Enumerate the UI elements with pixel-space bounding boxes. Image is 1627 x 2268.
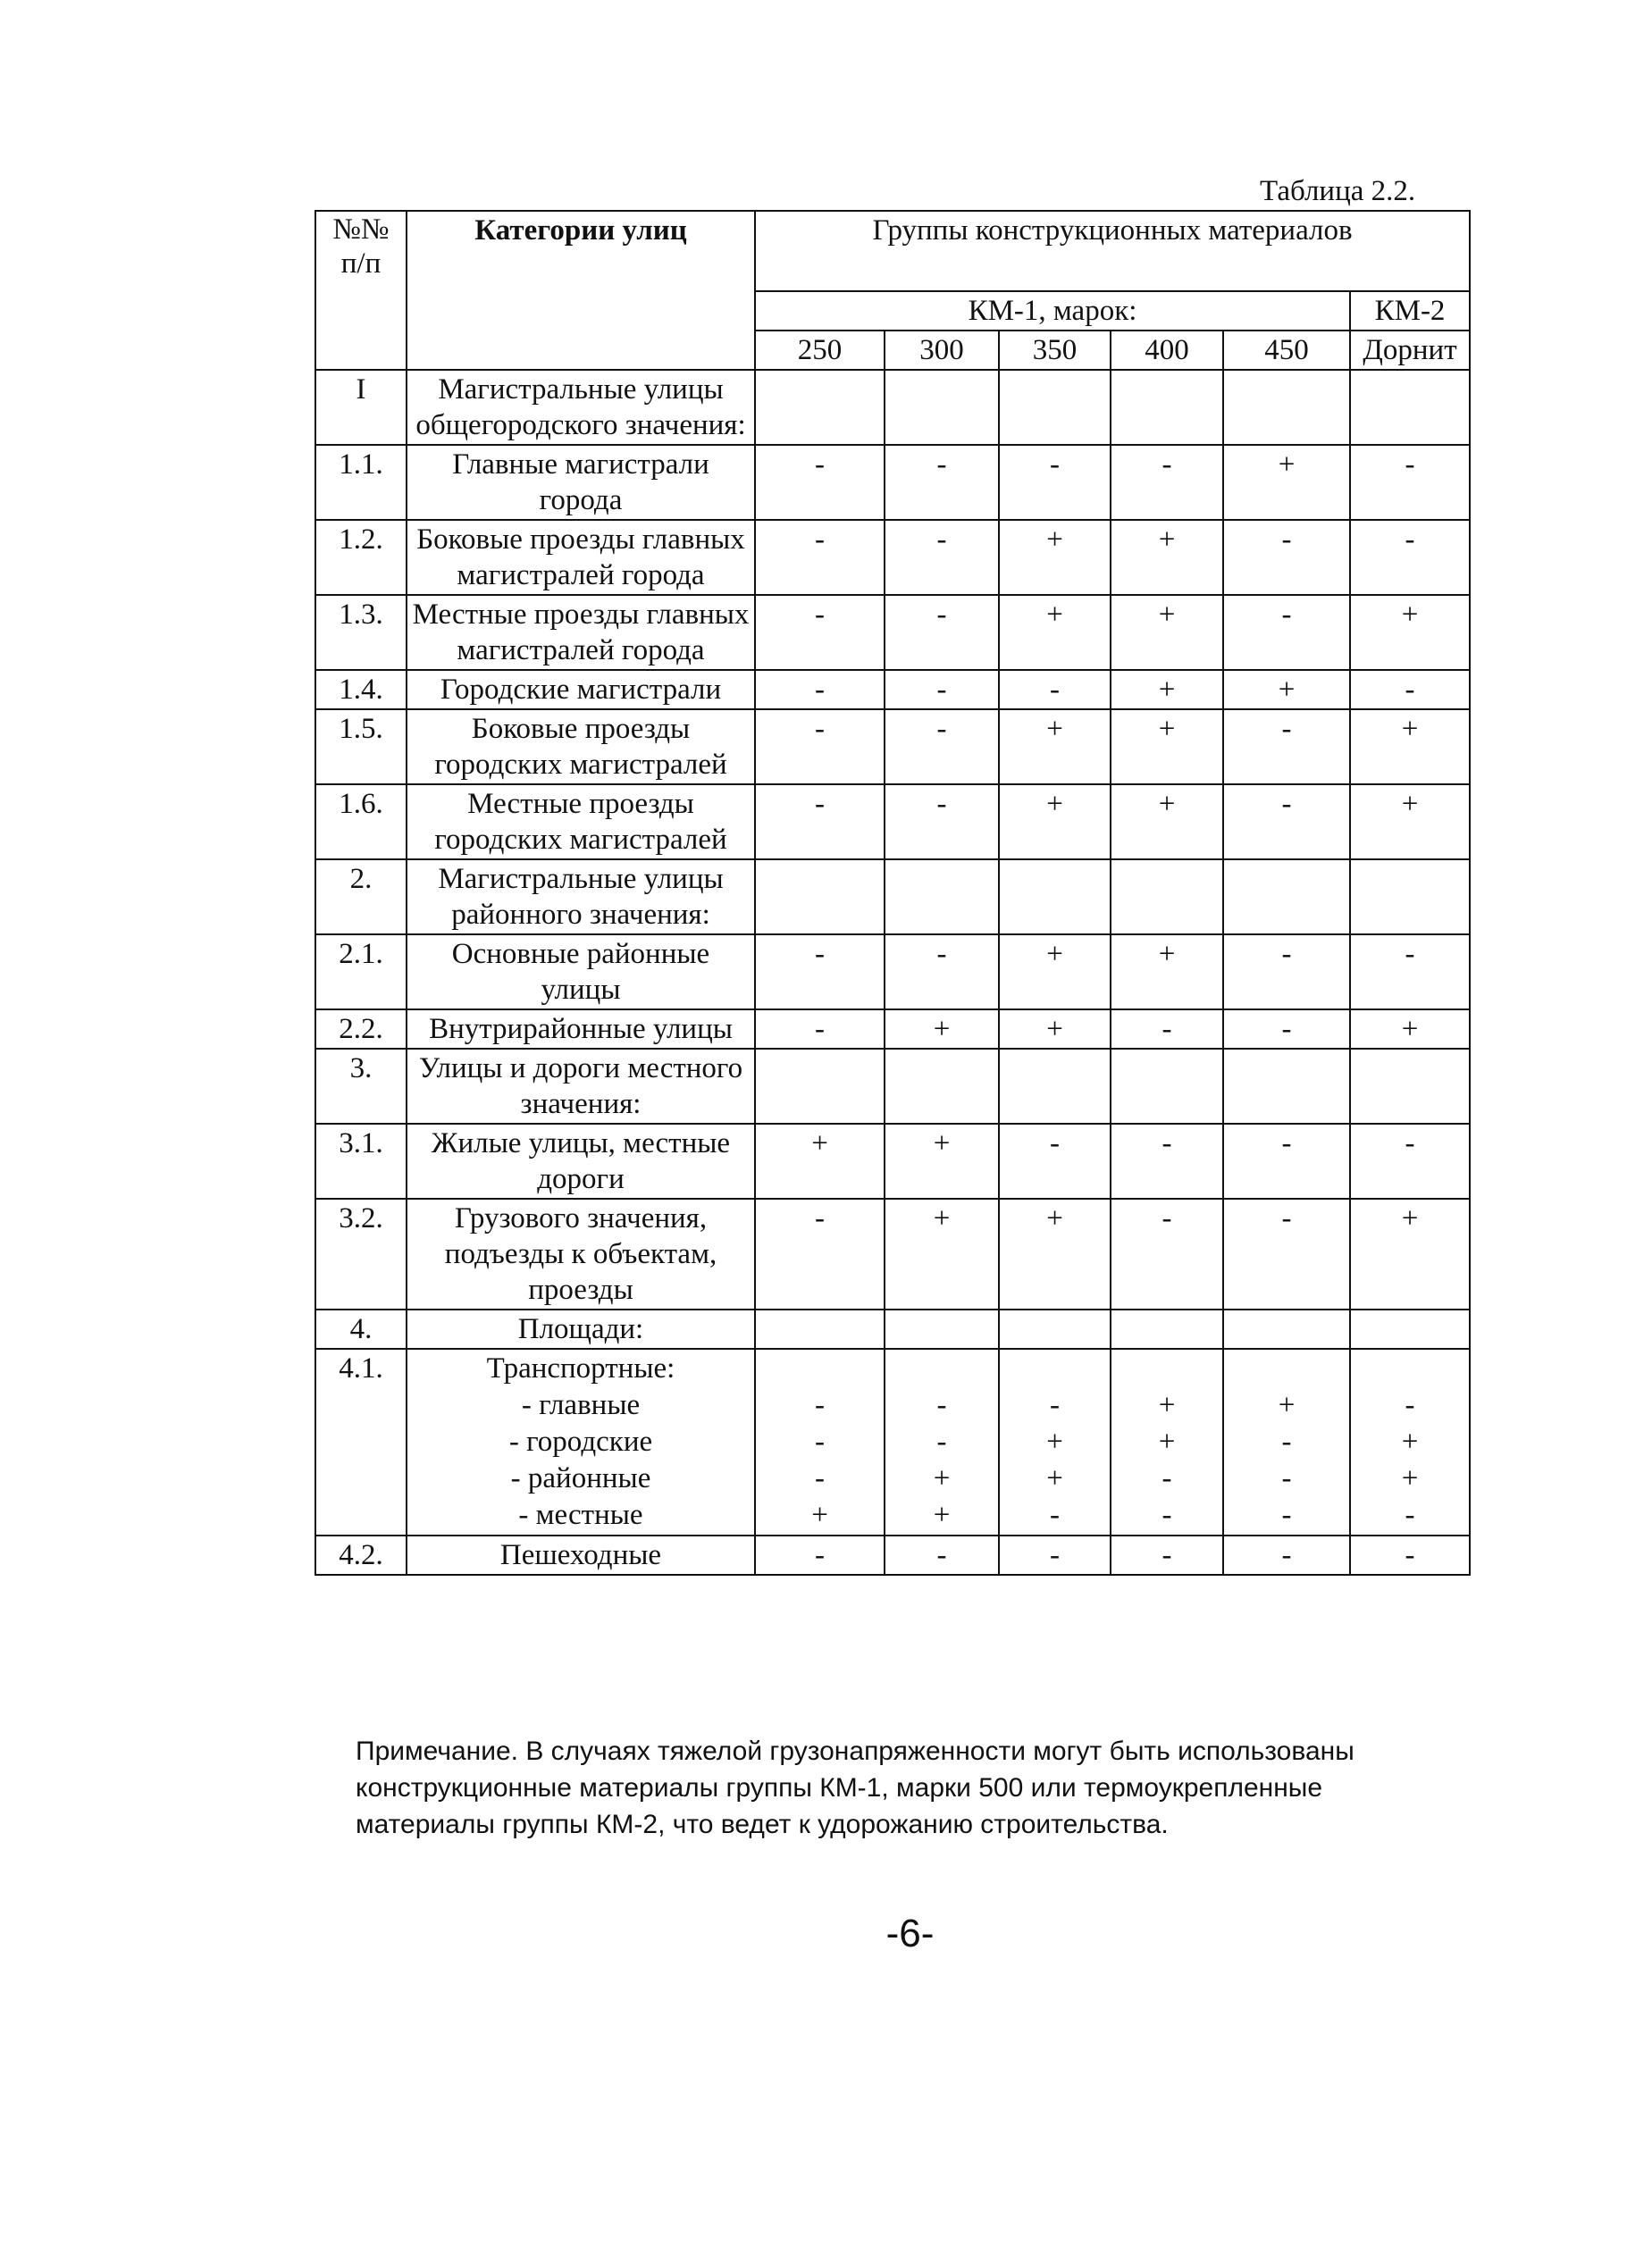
row-category: Боковые проезды городских магистралей	[407, 709, 755, 784]
row-value: +	[1111, 934, 1223, 1009]
row-value: +	[885, 1199, 999, 1310]
table-row	[315, 370, 1470, 445]
row-value: -	[1223, 709, 1350, 784]
row-category: Городские магистрали	[407, 670, 755, 709]
row-value: +	[1111, 520, 1223, 595]
row-value	[999, 1049, 1111, 1124]
row-value	[1223, 859, 1350, 934]
row-category: Главные магистрали города	[407, 445, 755, 520]
row-value: +	[755, 1124, 885, 1199]
row-value: -	[1223, 1009, 1350, 1049]
row-value: -	[755, 784, 885, 859]
row-number: 3.2.	[315, 1199, 407, 1310]
row-value: +	[885, 1009, 999, 1049]
table-row	[315, 1009, 1470, 1049]
table-row	[315, 934, 1470, 1009]
header-category: Категории улиц	[407, 211, 755, 370]
row-category: Магистральные улицы общегородского значения:	[407, 370, 755, 445]
row-value: -	[885, 520, 999, 595]
row-value: +	[1350, 784, 1470, 859]
row-number: 4.	[315, 1310, 407, 1349]
row-category: Транспортные: - главные - городские - районные - местные	[407, 1349, 755, 1536]
row-number: 2.1.	[315, 934, 407, 1009]
row-value	[1350, 859, 1470, 934]
row-number: 2.2.	[315, 1009, 407, 1049]
header-groups: Группы конструкционных материалов	[755, 211, 1470, 291]
row-category: Местные проезды главных магистралей города	[407, 595, 755, 670]
row-value	[1111, 1049, 1223, 1124]
row-value: -	[755, 934, 885, 1009]
header-km1: КМ-1, марок:	[755, 291, 1350, 331]
row-value	[885, 1310, 999, 1349]
row-category: Местные проезды городских магистралей	[407, 784, 755, 859]
row-number: 1.2.	[315, 520, 407, 595]
row-value: -	[1350, 670, 1470, 709]
row-value: -	[755, 445, 885, 520]
row-value	[755, 1310, 885, 1349]
row-value	[755, 370, 885, 445]
row-value: -	[755, 1536, 885, 1575]
row-value: -	[885, 934, 999, 1009]
row-value	[1223, 1049, 1350, 1124]
row-value: -	[1223, 784, 1350, 859]
row-value: +	[1350, 1199, 1470, 1310]
row-value: +	[1350, 1009, 1470, 1049]
header-grade-400: 400	[1111, 331, 1223, 370]
row-category: Жилые улицы, местные дороги	[407, 1124, 755, 1199]
row-value: -	[1223, 595, 1350, 670]
row-value: +	[999, 784, 1111, 859]
row-value	[755, 1049, 885, 1124]
row-value: -	[1111, 1009, 1223, 1049]
table-row	[315, 1199, 1470, 1310]
row-value: +	[1111, 709, 1223, 784]
row-category: Внутрирайонные улицы	[407, 1009, 755, 1049]
row-value	[1223, 1310, 1350, 1349]
row-number: 3.	[315, 1049, 407, 1124]
row-value: +	[999, 595, 1111, 670]
header-grade-250: 250	[755, 331, 885, 370]
row-value: -	[755, 520, 885, 595]
row-value	[999, 859, 1111, 934]
page-number: -6-	[885, 1912, 935, 1955]
row-value: +	[1350, 595, 1470, 670]
row-value: -	[1350, 1124, 1470, 1199]
table-row	[315, 859, 1470, 934]
row-number: 2.	[315, 859, 407, 934]
row-value: -	[999, 1124, 1111, 1199]
row-value: +	[999, 520, 1111, 595]
row-category: Улицы и дороги местного значения:	[407, 1049, 755, 1124]
row-category: Площади:	[407, 1310, 755, 1349]
table-row	[315, 709, 1470, 784]
row-number: I	[315, 370, 407, 445]
table-row	[315, 784, 1470, 859]
note-text: Примечание. В случаях тяжелой грузонапряженности могут быть использованы конструкционные материалы группы КМ-1, марки 500 или термоукрепленные материалы группы КМ-2, что ведет к удорожанию строительства.	[356, 1737, 1354, 1839]
row-value: -	[1350, 934, 1470, 1009]
row-value: -	[1350, 520, 1470, 595]
row-value: -	[885, 595, 999, 670]
row-value: -	[755, 709, 885, 784]
row-value	[1111, 370, 1223, 445]
row-value: - + + -	[1350, 1349, 1470, 1536]
table-row	[315, 1349, 1470, 1536]
table-row	[315, 1536, 1470, 1575]
table-row	[315, 1310, 1470, 1349]
row-value: -	[999, 670, 1111, 709]
table-row	[315, 1049, 1470, 1124]
table-row	[315, 670, 1470, 709]
row-value: +	[1350, 709, 1470, 784]
row-value: +	[999, 1009, 1111, 1049]
row-value: -	[1223, 1124, 1350, 1199]
row-value	[1223, 370, 1350, 445]
table-caption: Таблица 2.2.	[1260, 175, 1416, 207]
row-value: + - - -	[1223, 1349, 1350, 1536]
header-grade-350: 350	[999, 331, 1111, 370]
table-body	[315, 370, 1470, 1575]
table-row	[315, 595, 1470, 670]
row-value	[885, 859, 999, 934]
row-number: 1.4.	[315, 670, 407, 709]
row-value: -	[885, 709, 999, 784]
row-value: -	[1223, 520, 1350, 595]
row-value: -	[1111, 1536, 1223, 1575]
row-value	[1350, 1049, 1470, 1124]
row-value	[1111, 859, 1223, 934]
header-grade-dornit: Дорнит	[1350, 331, 1470, 370]
header-grade-450: 450	[1223, 331, 1350, 370]
row-value: -	[1350, 1536, 1470, 1575]
table-row	[315, 445, 1470, 520]
row-value: -	[755, 595, 885, 670]
row-value: - - - +	[755, 1349, 885, 1536]
row-value	[1350, 370, 1470, 445]
row-value	[1350, 1310, 1470, 1349]
row-value: -	[1111, 445, 1223, 520]
row-value: +	[1223, 445, 1350, 520]
row-category: Грузового значения, подъезды к объектам, проезды	[407, 1199, 755, 1310]
row-value: +	[885, 1124, 999, 1199]
row-value: -	[755, 1009, 885, 1049]
row-value: +	[999, 709, 1111, 784]
row-value: +	[999, 934, 1111, 1009]
row-value: -	[755, 1199, 885, 1310]
row-value: -	[755, 670, 885, 709]
row-category: Пешеходные	[407, 1536, 755, 1575]
row-value: -	[885, 670, 999, 709]
row-value	[999, 1310, 1111, 1349]
row-value	[999, 370, 1111, 445]
row-number: 1.3.	[315, 595, 407, 670]
header-km2: КМ-2	[1350, 291, 1470, 331]
materials-table	[314, 210, 1471, 1576]
row-value: -	[885, 445, 999, 520]
row-category: Магистральные улицы районного значения:	[407, 859, 755, 934]
row-value: -	[885, 784, 999, 859]
row-value: -	[1111, 1124, 1223, 1199]
row-value: +	[1111, 595, 1223, 670]
row-value: -	[1223, 1536, 1350, 1575]
row-value: -	[1111, 1199, 1223, 1310]
row-category: Боковые проезды главных магистралей города	[407, 520, 755, 595]
row-value	[885, 1049, 999, 1124]
header-grade-300: 300	[885, 331, 999, 370]
row-category: Основные районные улицы	[407, 934, 755, 1009]
row-number: 1.1.	[315, 445, 407, 520]
row-value: -	[1223, 934, 1350, 1009]
row-number: 4.2.	[315, 1536, 407, 1575]
row-value	[755, 859, 885, 934]
row-value: +	[999, 1199, 1111, 1310]
row-value: -	[885, 1536, 999, 1575]
row-value: - - + +	[885, 1349, 999, 1536]
row-value: -	[999, 445, 1111, 520]
row-value	[1111, 1310, 1223, 1349]
row-value: + + - -	[1111, 1349, 1223, 1536]
table-row	[315, 520, 1470, 595]
row-value	[885, 370, 999, 445]
row-value: -	[1350, 445, 1470, 520]
row-number: 1.5.	[315, 709, 407, 784]
row-number: 1.6.	[315, 784, 407, 859]
row-value: -	[1223, 1199, 1350, 1310]
row-value: - + + -	[999, 1349, 1111, 1536]
row-value: +	[1111, 784, 1223, 859]
header-num: №№ п/п	[315, 211, 407, 370]
row-value: -	[999, 1536, 1111, 1575]
row-number: 4.1.	[315, 1349, 407, 1536]
table-row	[315, 1124, 1470, 1199]
row-value: +	[1223, 670, 1350, 709]
row-value: +	[1111, 670, 1223, 709]
row-number: 3.1.	[315, 1124, 407, 1199]
